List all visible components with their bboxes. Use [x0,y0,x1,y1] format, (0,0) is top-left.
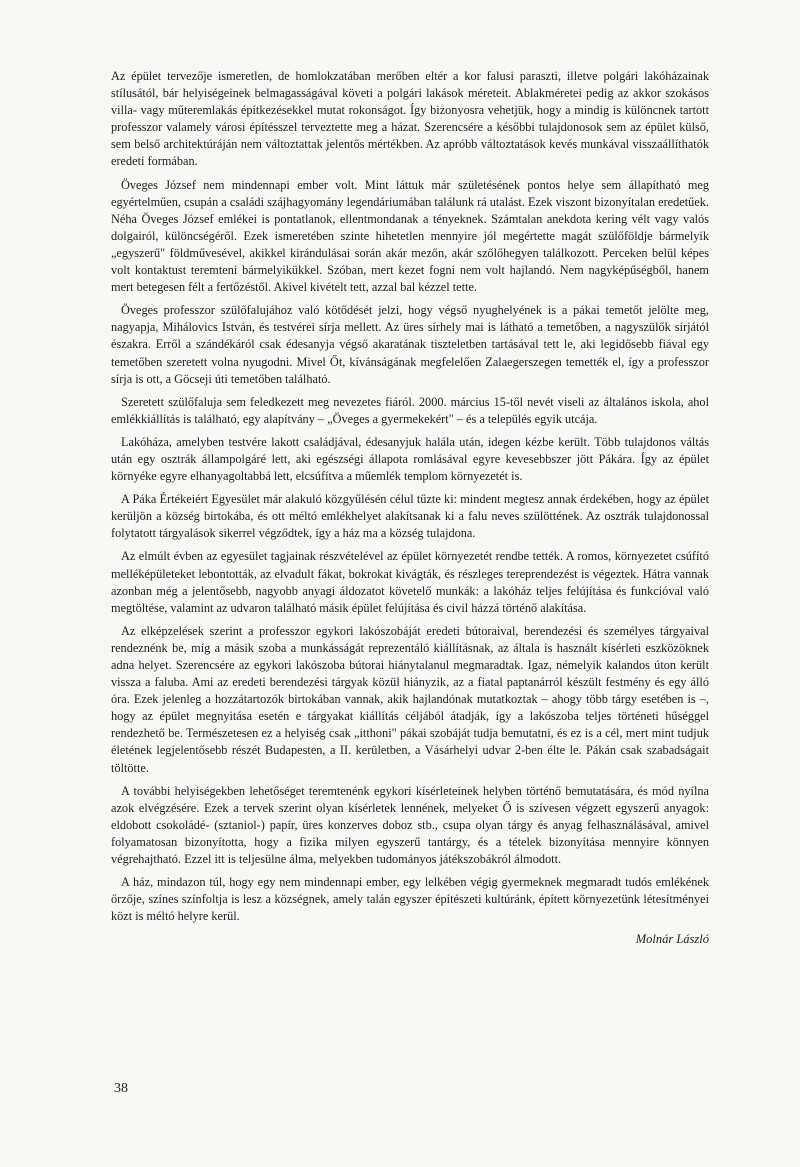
page-number: 38 [114,1081,128,1096]
paragraph-association-goal: A Páka Értékeiért Egyesület már alakuló közgyűlésén célul tűzte ki: mindent megtesz annak érdekében, hogy az épület kerüljön a község birtokába, és ott méltó emlékhelyet alakítsanak ki a falu neves szülöttének. Az osztrák tulajdonossal folytatott tárgyalások sikerrel végződtek, így a ház ma a község tulajdona. [111,492,709,541]
paragraph-conclusion: A ház, mindazon túl, hogy egy nem mindennapi ember, egy lelkében végig gyermeknek megmaradt tudós emlékének őrzője, színes színfoltja is lesz a községnek, amely talán egyszer építészeti kultúránk, épített környezetünk létesítményei közt is méltó helyre kerül. [111,875,709,924]
paragraph-burial-place: Öveges professzor szülőfalujához való kötődését jelzi, hogy végső nyughelyének is a pákai temetőt jelölte meg, nagyapja, Mihálovics István, és testvérei sírja mellett. Az üres sírhely mai is látható a temetőben, a nagyszülők sírjától északra. Erről a szándékáról csak édesanyja végső akaratának tiszteletben tartásával tett le, aki legidősebb fiával egy temetőben szeretett volna nyugodni. Mivel Őt, kívánságának megfelelően Zalaegerszegen temették el, így a professzor sírja is ott, a Göcseji úti temetőben található. [111,303,709,386]
paragraph-exhibition-plans: Az elképzelések szerint a professzor egykori lakószobáját eredeti bútoraival, berendezési és személyes tárgyaival rendeznénk be, míg a másik szoba a munkásságát reprezentáló kiállításnak, az általa is használt kísérleti eszközöknek adna helyet. Szerencsére az egykori lakószoba bútorai hiánytalanul megmaradtak. Igaz, némelyik kalandos úton került vissza a faluba. Ami az eredeti berendezési tárgyak közül hiányzik, az a fiatal paptanárról készült festmény és egy álló óra. Ezek jelenleg a hozzátartozók birtokában vannak, akik hajlandónak mutatkoztak – ahogy több tárgy esetében is –, hogy az épület megnyitása esetén e tárgyakat kiállítás céljából átadják, így a lakószoba teljes történeti hűséggel rendezhető be. Természetesen ez a helyiség csak „itthoni" pákai szobáját tudja bemutatni, és ez is a cél, mert mint tudjuk életének legjelentősebb részét Budapesten, a II. kerületben, a Vásárhelyi udvar 2-ben élte le. Pákán csak szabadságait töltötte. [111,623,709,775]
article-body [111,68,709,948]
paragraph-house-history: Lakóháza, amelyben testvére lakott családjával, édesanyjuk halála után, idegen kézbe került. Több tulajdonos váltás után egy osztrák állampolgáré lett, aki egészségi állapota romlásával egyre kevesebbszer jött Pákára. Így az épület környéke egyre elhanyagoltabbá lett, elcsúfítva a műemlék templom környezetét is. [111,434,709,484]
paragraph-village-remembrance: Szeretett szülőfaluja sem feledkezett meg nevezetes fiáról. 2000. március 15-től nevét viseli az általános iskola, ahol emlékkiállítás is található, egy alapítvány – „Öveges a gyermekekért" – és a település egyik utcája. [111,394,709,426]
author-signature: Molnár László [635,932,709,947]
paragraph-oveges-character: Öveges József nem mindennapi ember volt. Mint láttuk már születésének pontos helye sem állapítható meg egyértelműen, csupán a családi szájhagyomány legendáriumában találunk rá utalást. Ezek viszont bizonyítalan eredetűek. Néha Öveges József emlékei is pontatlanok, ellentmondanak a tényeknek. Számtalan anekdota kering vélt vagy valós dolgairól, különcségéről. Ezek ismeretében szinte hihetetlen mennyire jól megértette magát szülőföldje bármelyik „egyszerű" földművesével, akikkel kirándulásai során akár mezőn, akár szőlőhegyen találkozott. Perceken belül képes volt kontaktust teremteni bármelyikükkel. Szóban, mert kezet fogni nem volt hajlandó. Nem nagyképűségből, hanem mert betegesen félt a fertőzéstől. Akivel kivételt tett, azzal bal kézzel tette. [111,177,709,295]
paragraph-experiments: A további helyiségekben lehetőséget teremtenénk egykori kísérleteinek helyben történő bemutatására, és mód nyílna azok elvégzésére. Ezek a tervek szerint olyan kísérletek lennének, melyeket Ő is szívesen végzett egyszerű anyagok: eldobott csokoládé- (sztaniol-) papír, üres konzerves doboz stb., csupa olyan tárgy és anyag felhasználásával, amivel folyamatosan bizonyította, hogy a fizika milyen egyszerű tantárgy, és a tételek bizonyítása mennyire könnyen végrehajtható. Ezzel itt is teljesülne álma, melyekben tudományos játékszobákról álmodott. [111,783,709,867]
paragraph-building-design: Az épület tervezője ismeretlen, de homlokzatában merőben eltér a kor falusi paraszti, illetve polgári lakóházainak stílusától, bár helyiségeinek belmagasságával követi a polgári lakások méreteit. Ablakméretei pedig az akkor szokásos villa- vagy műteremlakás építkezésekkel mutat rokonságot. Így bizonyosra vehetjük, hogy a mindig is különcnek tartott professzor valamely városi építésszel terveztette meg a házat. Szerencsére a későbbi tulajdonosok sem az épület külső, sem belső architektúráján nem változtattak jelentős mértékben. Az apróbb változtatások kevés munkával visszaállíthatók eredeti formában. [111,69,709,169]
paragraph-renovation-work: Az elmúlt évben az egyesület tagjainak részvételével az épület környezetét rendbe tették. A romos, környezetet csúfító melléképületeket lebontották, az elvadult fákat, bokrokat kivágták, és részleges tereprendezést is végeztek. Hátra vannak azonban még a jelentősebb, nagyobb anyagi áldozatot követelő munkák: a lakóház teljes felújítása és funkcióval való megtöltése, valamint az udvaron található másik épület felújítása és civil házzá történő alakítása. [111,549,709,615]
